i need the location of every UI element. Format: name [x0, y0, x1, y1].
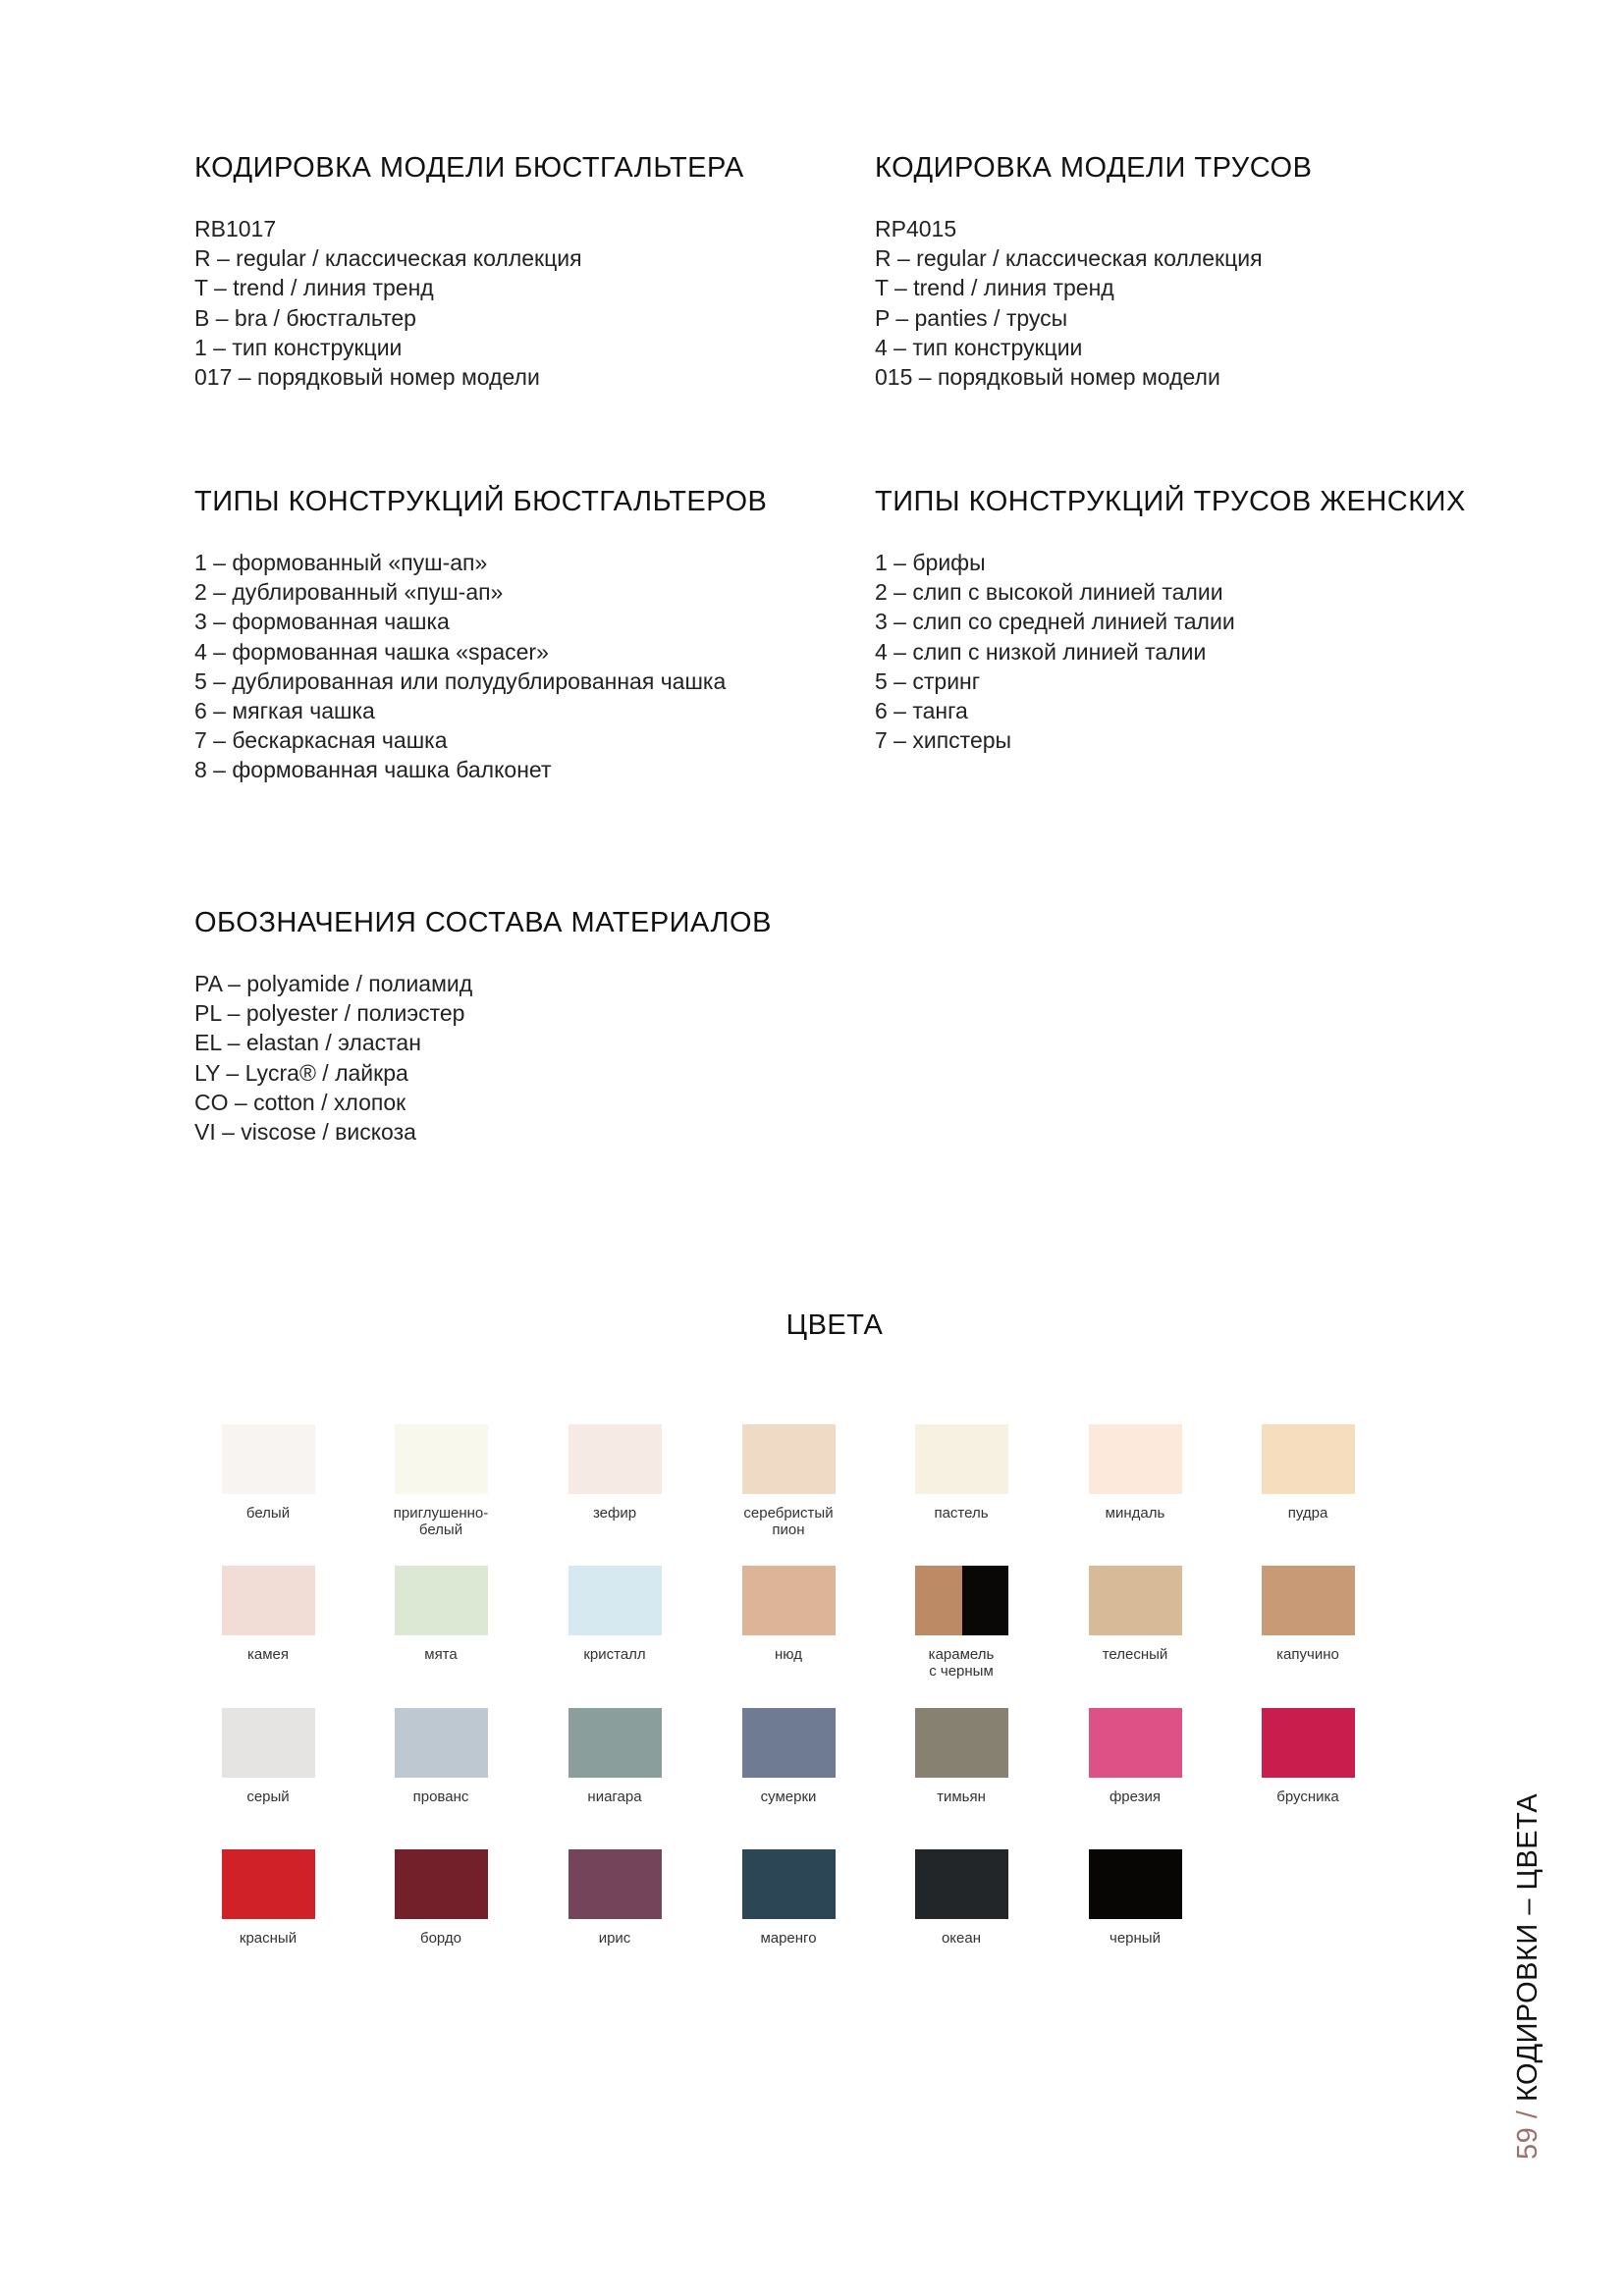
- color-swatch: [568, 1849, 662, 1919]
- color-name: брусника: [1276, 1789, 1339, 1805]
- color-name: бордо: [419, 1930, 462, 1947]
- list-item: R – regular / классическая коллекция: [194, 245, 582, 272]
- color-name: ирис: [598, 1930, 631, 1947]
- color-name: фрезия: [1109, 1789, 1162, 1805]
- panty-types-title: ТИПЫ КОНСТРУКЦИЙ ТРУСОВ ЖЕНСКИХ: [875, 486, 1466, 517]
- color-name: приглушенно- белый: [393, 1505, 489, 1538]
- list-item: 4 – тип конструкции: [875, 334, 1083, 360]
- bra-coding-title: КОДИРОВКА МОДЕЛИ БЮСТГАЛЬТЕРА: [194, 152, 744, 184]
- color-swatch: [395, 1424, 488, 1494]
- color-name: карамель с черным: [928, 1646, 995, 1680]
- color-swatch: [568, 1424, 662, 1494]
- list-item: 5 – стринг: [875, 667, 981, 694]
- color-swatch: [1089, 1849, 1182, 1919]
- color-swatch: [1262, 1424, 1355, 1494]
- color-swatch: [742, 1566, 836, 1635]
- side-label: [1512, 1793, 1544, 2160]
- color-name: камея: [246, 1646, 289, 1663]
- color-swatch: [1089, 1424, 1182, 1494]
- list-item: 017 – порядковый номер модели: [194, 364, 540, 391]
- color-name: нюд: [775, 1646, 802, 1663]
- color-name: мята: [424, 1646, 458, 1663]
- color-swatch: [222, 1849, 315, 1919]
- list-item: 4 – слип с низкой линией талии: [875, 638, 1207, 665]
- list-item: T – trend / линия тренд: [875, 275, 1114, 301]
- list-item: T – trend / линия тренд: [194, 275, 434, 301]
- list-item: B – bra / бюстгальтер: [194, 304, 416, 331]
- list-item: 3 – слип со средней линией талии: [875, 609, 1235, 635]
- color-name: океан: [941, 1930, 982, 1947]
- list-item: RP4015: [875, 216, 957, 241]
- color-name: пастель: [934, 1505, 989, 1522]
- list-item: CO – cotton / хлопок: [194, 1089, 406, 1115]
- page-number: 59: [1512, 2126, 1543, 2160]
- list-item: 5 – дублированная или полудублированная чашка: [194, 667, 727, 694]
- panty-coding-title: КОДИРОВКА МОДЕЛИ ТРУСОВ: [875, 152, 1313, 184]
- color-name: черный: [1110, 1930, 1161, 1947]
- list-item: PL – polyester / полиэстер: [194, 1000, 465, 1027]
- color-name: пудра: [1287, 1505, 1328, 1522]
- color-name: сумерки: [760, 1789, 817, 1805]
- bra-types-title: ТИПЫ КОНСТРУКЦИЙ БЮСТГАЛЬТЕРОВ: [194, 486, 768, 517]
- list-item: 1 – тип конструкции: [194, 334, 403, 360]
- color-swatch-half: [962, 1566, 1009, 1635]
- list-item: 1 – брифы: [875, 550, 986, 575]
- list-item: P – panties / трусы: [875, 304, 1068, 331]
- color-name: ниагара: [587, 1789, 642, 1805]
- list-item: 6 – мягкая чашка: [194, 698, 375, 724]
- list-item: 7 – бескаркасная чашка: [194, 727, 448, 754]
- list-item: 1 – формованный «пуш-ап»: [194, 550, 488, 575]
- color-swatch: [915, 1566, 1008, 1635]
- separator: /: [1512, 2109, 1543, 2119]
- list-item: R – regular / классическая коллекция: [875, 245, 1263, 272]
- color-swatch: [1089, 1708, 1182, 1778]
- list-item: 2 – слип с высокой линией талии: [875, 579, 1223, 606]
- color-swatch: [568, 1708, 662, 1778]
- color-swatch: [568, 1566, 662, 1635]
- color-swatch: [395, 1849, 488, 1919]
- color-swatch: [915, 1708, 1008, 1778]
- list-item: PA – polyamide / полиамид: [194, 971, 473, 996]
- list-item: 3 – формованная чашка: [194, 609, 450, 635]
- section-name: КОДИРОВКИ – ЦВЕТА: [1512, 1792, 1543, 2103]
- list-item: 7 – хипстеры: [875, 727, 1012, 754]
- color-swatch: [222, 1566, 315, 1635]
- color-swatch: [1089, 1566, 1182, 1635]
- color-name: тимьян: [937, 1789, 986, 1805]
- colors-title: ЦВЕТА: [785, 1309, 884, 1341]
- color-swatch: [742, 1849, 836, 1919]
- list-item: RB1017: [194, 216, 277, 241]
- list-item: EL – elastan / эластан: [194, 1030, 421, 1056]
- color-swatch: [1262, 1566, 1355, 1635]
- list-item: 4 – формованная чашка «spacer»: [194, 638, 549, 665]
- color-name: прованс: [412, 1789, 469, 1805]
- color-swatch: [742, 1708, 836, 1778]
- color-swatch: [1262, 1708, 1355, 1778]
- color-swatch: [222, 1424, 315, 1494]
- color-swatch: [742, 1424, 836, 1494]
- color-name: белый: [245, 1505, 291, 1522]
- color-name: маренго: [760, 1930, 817, 1947]
- materials-title: ОБОЗНАЧЕНИЯ СОСТАВА МАТЕРИАЛОВ: [194, 907, 772, 938]
- color-name: миндаль: [1105, 1505, 1165, 1522]
- color-name: серый: [246, 1789, 290, 1805]
- list-item: VI – viscose / вискоза: [194, 1119, 416, 1146]
- color-name: красный: [239, 1930, 298, 1947]
- color-swatch: [395, 1708, 488, 1778]
- color-name: кристалл: [583, 1646, 646, 1663]
- color-name: серебристый пион: [743, 1505, 834, 1538]
- list-item: 8 – формованная чашка балконет: [194, 757, 552, 783]
- color-name: телесный: [1102, 1646, 1168, 1663]
- list-item: 2 – дублированный «пуш-ап»: [194, 579, 504, 606]
- color-swatch-half: [915, 1566, 962, 1635]
- list-item: LY – Lycra® / лайкра: [194, 1059, 408, 1086]
- list-item: 015 – порядковый номер модели: [875, 364, 1220, 391]
- color-swatch: [395, 1566, 488, 1635]
- color-name: зефир: [592, 1505, 637, 1522]
- color-name: капучино: [1276, 1646, 1339, 1663]
- color-swatch: [915, 1849, 1008, 1919]
- color-swatch: [222, 1708, 315, 1778]
- list-item: 6 – танга: [875, 698, 968, 724]
- color-swatch: [915, 1424, 1008, 1494]
